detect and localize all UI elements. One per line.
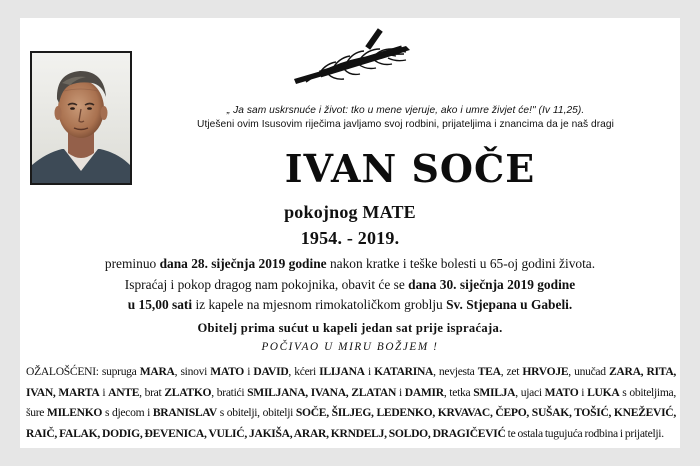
obituary-card — [20, 18, 680, 448]
mourner-text: , bratići — [211, 385, 248, 399]
mourner-name: ANTE — [108, 385, 140, 399]
mourner-text: OŽALOŠĆENI: supruga — [26, 365, 140, 378]
mourner-name: IVAN, MARTA — [26, 385, 100, 399]
mourner-name: DAVID — [253, 365, 289, 378]
mourner-text: , kćeri — [288, 365, 320, 378]
mourner-text: i — [396, 385, 405, 399]
mourner-name: KATARINA — [374, 365, 434, 378]
mourner-text: , brat — [139, 385, 165, 399]
text-segment: iz kapele na mjesnom rimokatoličkom groblju — [192, 297, 447, 312]
mourner-name: TEA — [477, 365, 501, 378]
rest-in-peace: POČIVAO U MIRU BOŽJEM ! — [261, 341, 439, 353]
mourner-text: , unučad — [568, 365, 609, 378]
life-years: 1954. - 2019. — [300, 228, 400, 248]
condolences-notice: Obitelj prima sućut u kapeli jedan sat prije ispraćaja. — [197, 321, 503, 335]
portrait-photo — [30, 51, 132, 185]
mourner-text: , sinovi — [174, 365, 211, 378]
mourner-text: i — [364, 365, 375, 378]
funeral-place-line — [20, 297, 680, 313]
text-segment: Ispraćaj i pokop dragog nam pokojnika, obavit će se — [124, 277, 409, 292]
mourner-text: s obiteljima, — [619, 385, 676, 399]
mourner-text: s djecom i — [102, 406, 153, 419]
mourner-name: MILENKO — [46, 406, 103, 419]
mourner-name: ZARA, RITA, — [608, 365, 676, 378]
funeral-time: u 15,00 sati — [127, 297, 193, 312]
mourner-text: i — [99, 385, 109, 399]
mourner-text: te ostala tugujuća rodbina i prijatelji. — [505, 426, 664, 440]
mourner-text: s obitelji, obitelji — [216, 406, 296, 419]
mourner-text: i — [244, 365, 254, 378]
funeral-date: dana 30. siječnja 2019 godine — [408, 277, 576, 292]
father-name: pokojnog MATE — [284, 202, 416, 222]
deceased-name: IVAN SOČE — [284, 146, 536, 191]
mourner-name: ILIJANA — [319, 365, 365, 378]
portrait-image — [32, 53, 130, 183]
cross-with-palm-icon — [288, 24, 424, 90]
mourner-name: DAMIR — [404, 385, 444, 399]
mourner-name: MATO — [210, 365, 245, 378]
announcement-intro: Utješeni ovim Isusovim riječima javljamo svoj rodbini, prijateljima i znancima da je naš dragi — [197, 119, 614, 130]
mourner-name: HRVOJE — [522, 365, 569, 378]
mourner-text: , tetka — [443, 385, 474, 399]
mourner-text: , ujaci — [515, 385, 545, 399]
mourner-text: , zet — [500, 365, 523, 378]
mourner-name: ZLATKO — [164, 385, 212, 399]
text-segment: nakon kratke i teške bolesti u 65-oj godini života. — [326, 256, 596, 271]
mourner-name: RAIČ, FALAK, DODIG, ĐEVENICA, VULIĆ, JAKIŠA, ARAR, KRNDELJ, SOLDO, DRAGIČEVIĆ — [26, 426, 506, 440]
mourner-text: šure — [26, 406, 47, 419]
funeral-notice-line — [20, 277, 680, 293]
mourner-name: SMILJANA, IVANA, ZLATAN — [247, 385, 397, 399]
bible-quote: „ Ja sam uskrsnuće i život: tko u mene vjeruje, ako i umre živjet će!" (Iv 11,25). — [226, 105, 585, 116]
cemetery-name: Sv. Stjepana u Gabeli. — [446, 297, 573, 312]
mourner-text: , nevjesta — [433, 365, 478, 378]
mourner-name: MARA — [139, 365, 175, 378]
text-segment: preminuo — [104, 256, 160, 271]
mourner-text: i — [578, 385, 588, 399]
death-date: dana 28. siječnja 2019 godine — [159, 256, 327, 271]
mourner-name: LUKA — [587, 385, 620, 399]
mourners-list — [26, 362, 676, 444]
mourner-name: SMILJA — [473, 385, 516, 399]
mourner-name: MATO — [544, 385, 579, 399]
death-notice-line — [20, 256, 680, 272]
mourner-name: SOČE, ŠILJEG, LEDENKO, KRVAVAC, ČEPO, SUŠAK, TOŠIĆ, KNEŽEVIĆ, — [295, 406, 676, 419]
mourner-name: BRANISLAV — [152, 406, 217, 419]
